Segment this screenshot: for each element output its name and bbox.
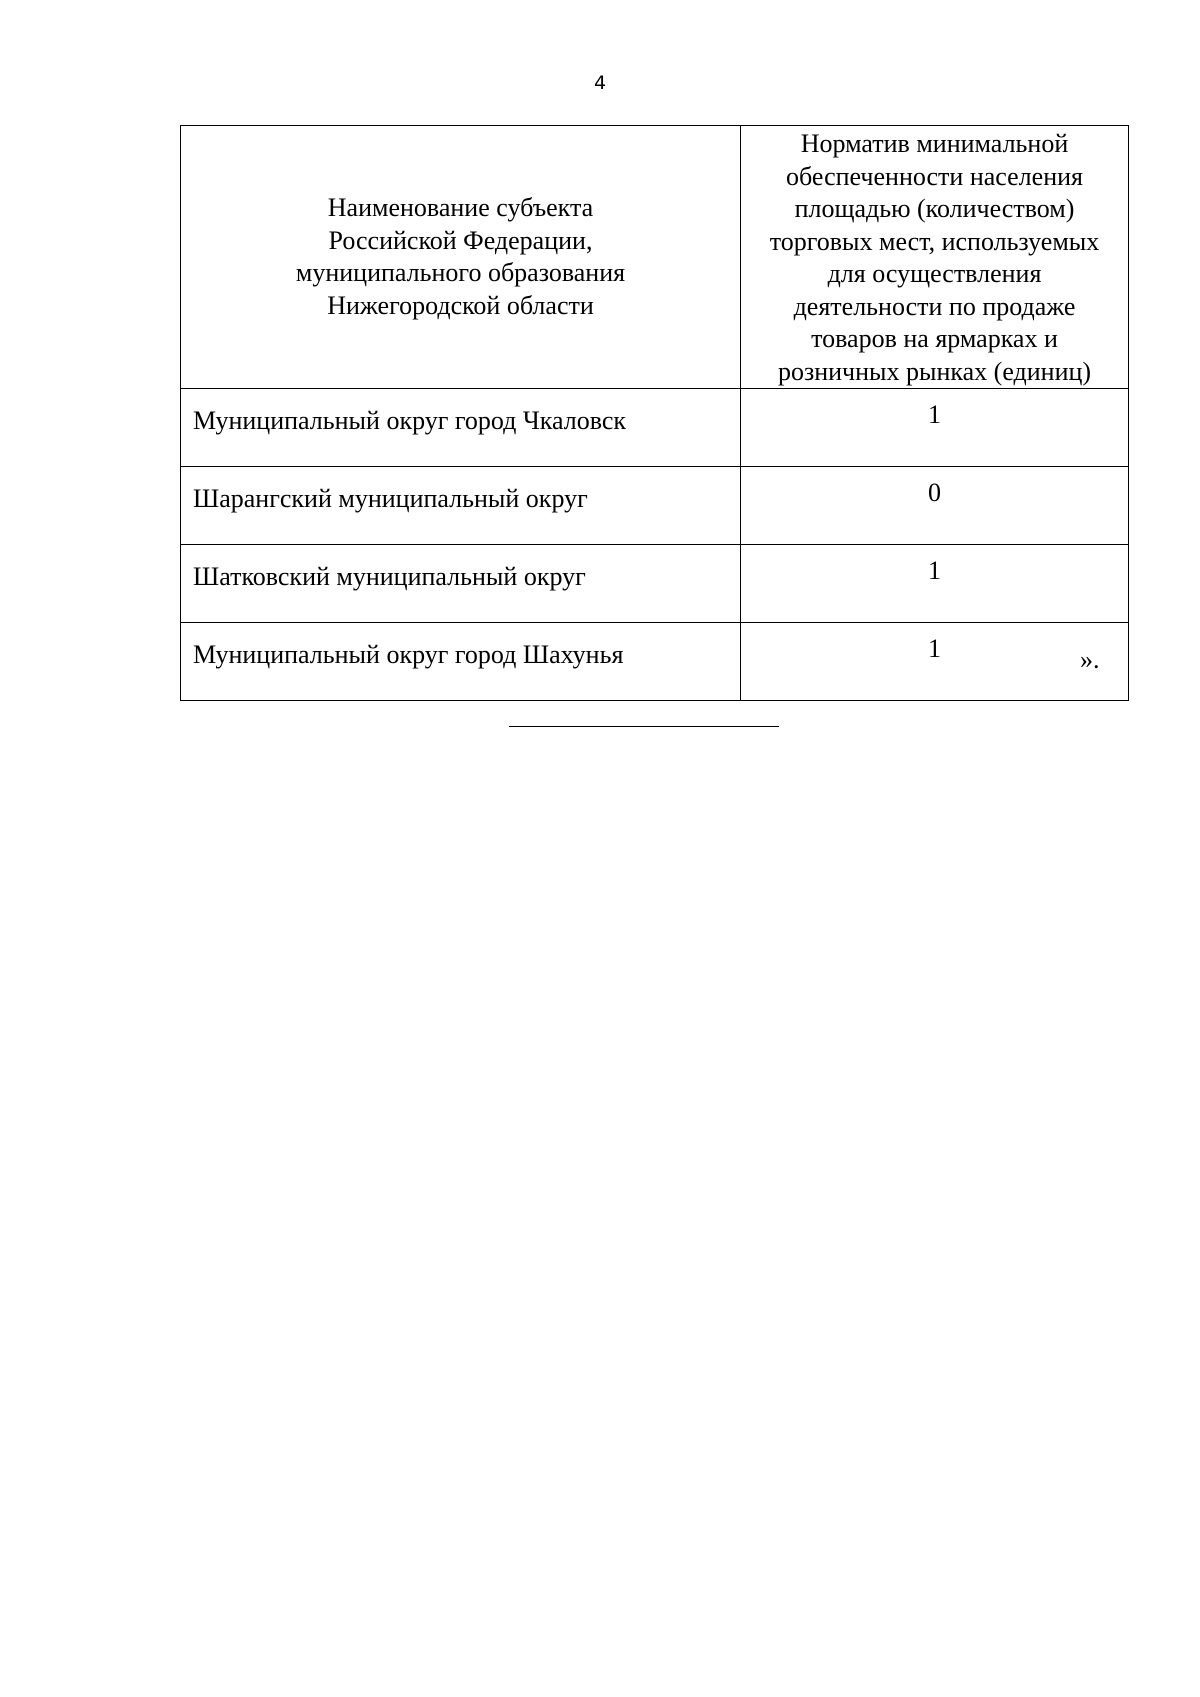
municipality-name: Муниципальный округ город Чкаловск (181, 389, 741, 467)
table-row (181, 467, 1129, 545)
municipality-name: Шарангский муниципальный округ (181, 467, 741, 545)
end-divider (509, 726, 779, 727)
header-line: розничных рынках (единиц) (777, 356, 1092, 386)
header-subject-name (181, 126, 741, 389)
table-row (181, 545, 1129, 623)
norm-value: 0 (741, 467, 1129, 545)
header-line: товаров на ярмарках и (811, 324, 1058, 353)
table-header-row (181, 126, 1129, 389)
table-row (181, 623, 1129, 701)
norm-value: 1 (741, 389, 1129, 467)
table-row (181, 389, 1129, 467)
header-line: торговых мест, используемых (769, 226, 1100, 256)
header-line: деятельности по продаже (793, 291, 1076, 321)
header-line: площадью (количеством) (794, 194, 1075, 223)
norm-value: 1 (741, 623, 1129, 701)
header-line: Российской Федерации, (328, 225, 593, 255)
header-line: Норматив минимальной (800, 129, 1069, 158)
closing-quote: ». (1080, 645, 1100, 674)
norm-value: 1 (741, 545, 1129, 623)
header-line: для осуществления (827, 259, 1042, 288)
page-number: 4 (593, 72, 607, 94)
municipality-name: Муниципальный округ город Шахунья (181, 623, 741, 701)
norms-table (180, 125, 1129, 701)
header-line: обеспеченности населения (786, 161, 1083, 191)
header-line: муниципального образования (295, 258, 626, 287)
header-norm (741, 126, 1129, 389)
header-line: Наименование субъекта (327, 193, 594, 222)
header-line: Нижегородской области (327, 290, 594, 320)
municipality-name: Шатковский муниципальный округ (181, 545, 741, 623)
